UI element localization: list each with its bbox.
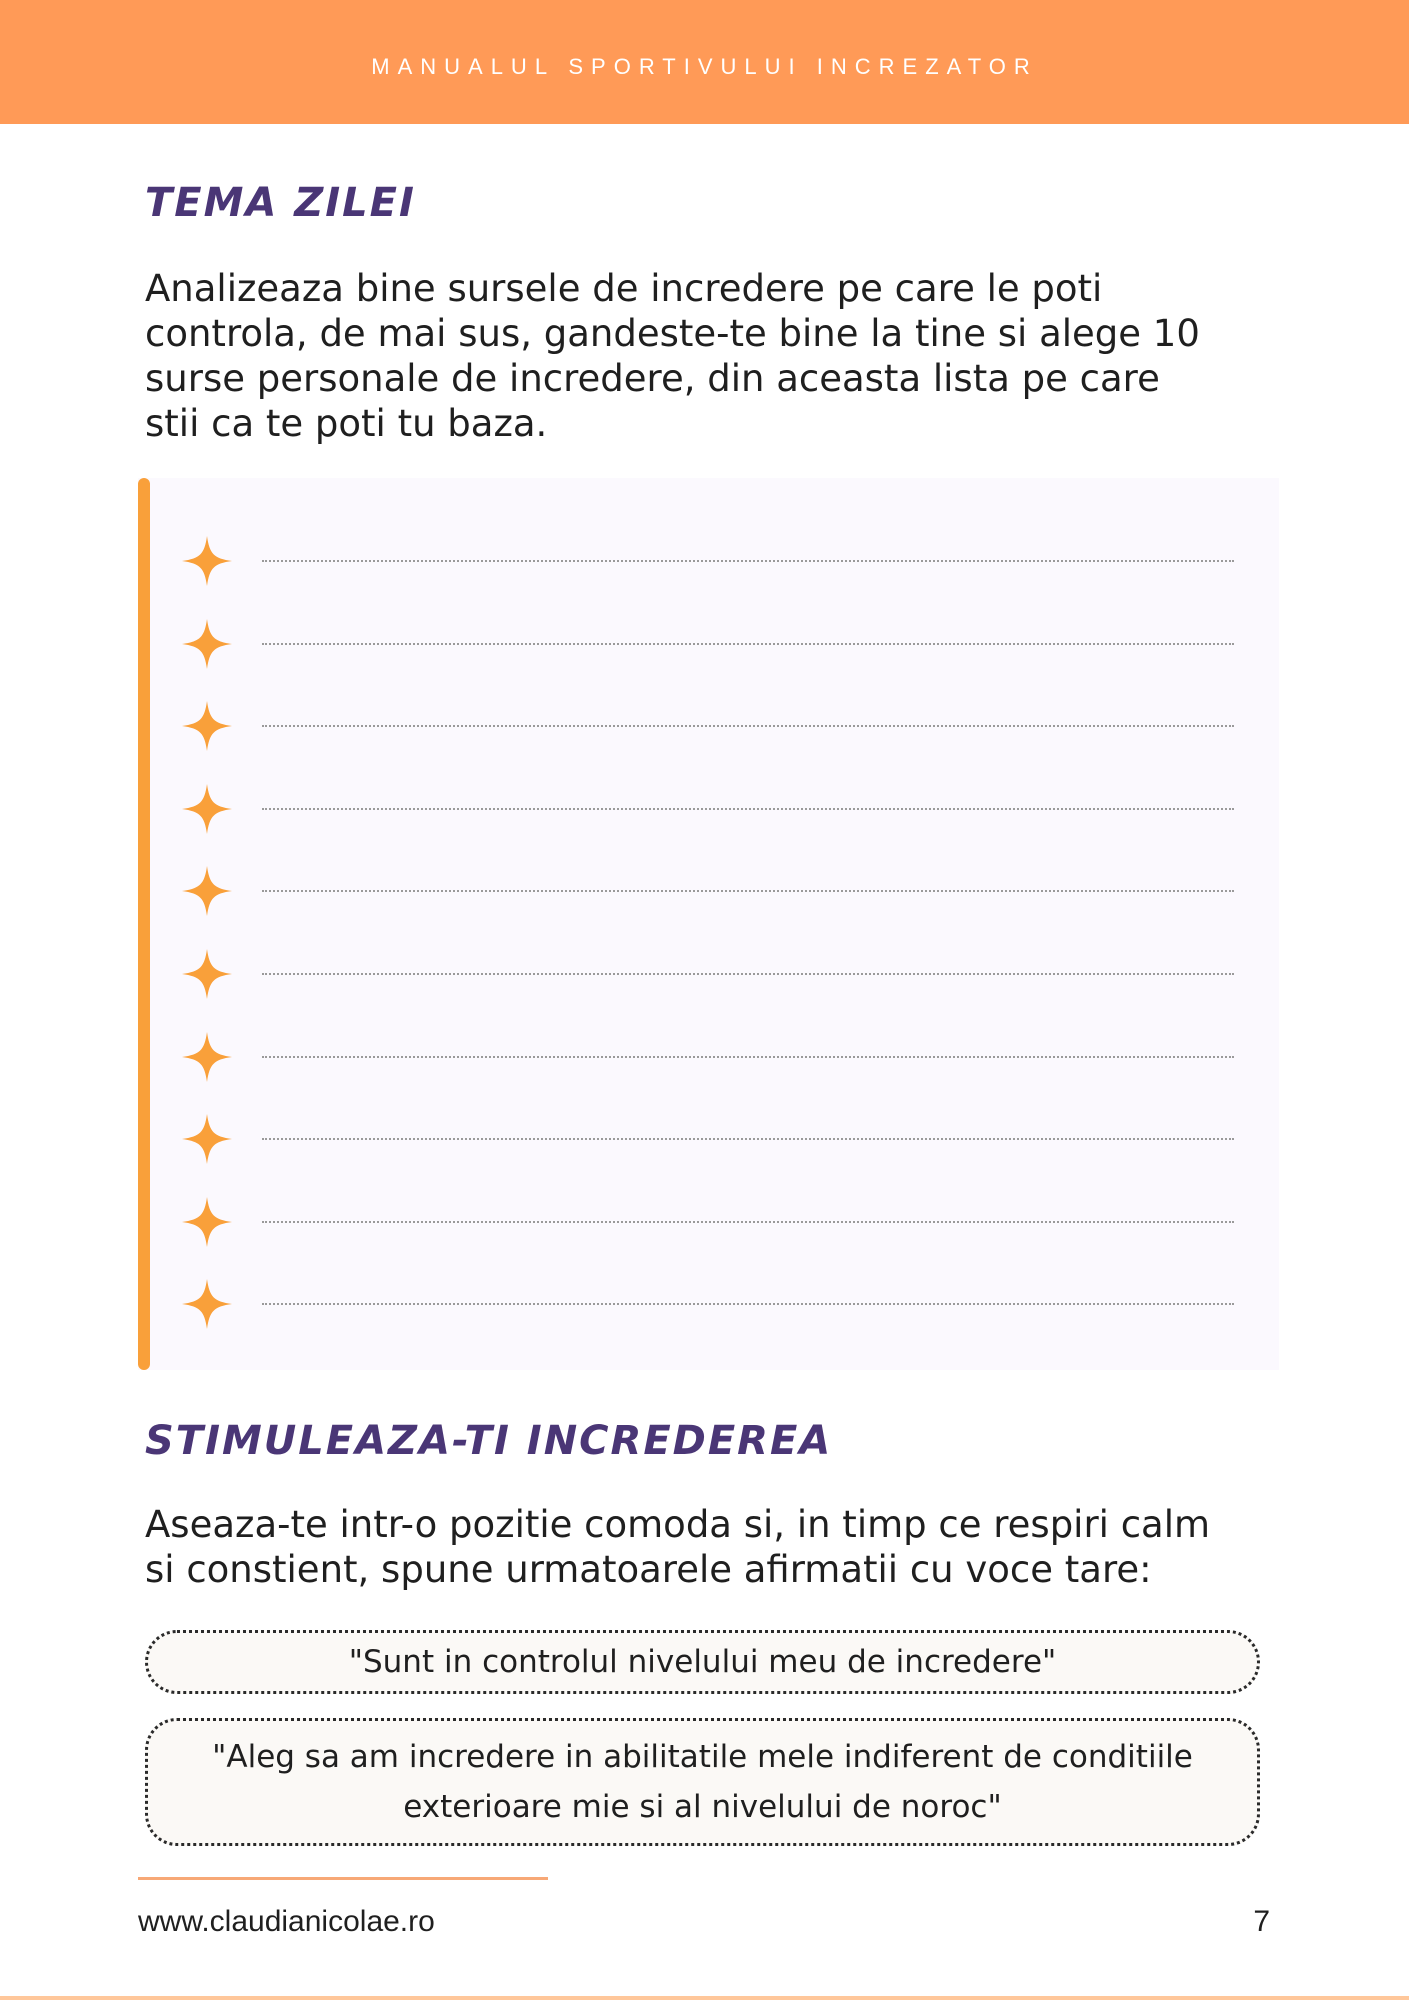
star-icon	[180, 699, 234, 753]
intro-line: stii ca te poti tu baza.	[145, 402, 548, 445]
star-icon	[180, 1030, 234, 1084]
section-heading-stimuleaza: STIMULEAZA-TI INCREDEREA	[145, 1418, 833, 1464]
intro-line: controla, de mai sus, gandeste-te bine la tine si alege 10	[145, 312, 1200, 355]
list-item[interactable]	[180, 1112, 1240, 1166]
instruction-line: si constient, spune urmatoarele afirmatii cu voce tare:	[145, 1548, 1152, 1591]
affirmation-box	[145, 1630, 1260, 1694]
list-item[interactable]	[180, 947, 1240, 1001]
writing-line[interactable]	[262, 973, 1234, 975]
star-icon	[180, 1112, 234, 1166]
intro-line: surse personale de incredere, din aceasta lista pe care	[145, 357, 1160, 400]
star-icon	[180, 1195, 234, 1249]
writing-line[interactable]	[262, 643, 1234, 645]
header-title: MANUALUL SPORTIVULUI INCREZATOR	[371, 54, 1038, 79]
list-item[interactable]	[180, 699, 1240, 753]
page-number: 7	[1253, 1905, 1270, 1938]
list-item[interactable]	[180, 1195, 1240, 1249]
page-header	[0, 0, 1409, 124]
affirmation-line: exterioare mie si al nivelului de noroc"	[403, 1789, 1002, 1825]
star-icon	[180, 617, 234, 671]
list-item[interactable]	[180, 864, 1240, 918]
list-item[interactable]	[180, 1030, 1240, 1084]
list-item[interactable]	[180, 782, 1240, 836]
writing-line[interactable]	[262, 1056, 1234, 1058]
writing-line[interactable]	[262, 1138, 1234, 1140]
section-heading-tema-zilei: TEMA ZILEI	[145, 180, 416, 226]
writing-line[interactable]	[262, 1221, 1234, 1223]
affirmation-line: "Aleg sa am incredere in abilitatile mele indiferent de conditiile	[212, 1739, 1193, 1775]
intro-paragraph	[145, 266, 1255, 446]
writing-line[interactable]	[262, 725, 1234, 727]
intro-line: Analizeaza bine sursele de incredere pe care le poti	[145, 267, 1103, 310]
writing-line[interactable]	[262, 808, 1234, 810]
star-icon	[180, 782, 234, 836]
list-item[interactable]	[180, 534, 1240, 588]
writing-line[interactable]	[262, 890, 1234, 892]
instruction-line: Aseaza-te intr-o pozitie comoda si, in timp ce respiri calm	[145, 1503, 1211, 1546]
footer-website: www.claudianicolae.ro	[138, 1905, 435, 1938]
footer-divider	[138, 1877, 548, 1880]
star-icon	[180, 534, 234, 588]
instruction-paragraph	[145, 1502, 1285, 1592]
writing-line[interactable]	[262, 560, 1234, 562]
affirmation-box	[145, 1718, 1260, 1846]
list-item[interactable]	[180, 617, 1240, 671]
list-accent-bar	[138, 478, 150, 1370]
list-item[interactable]	[180, 1277, 1240, 1331]
affirmation-line: "Sunt in controlul nivelului meu de incredere"	[348, 1644, 1057, 1680]
star-icon	[180, 864, 234, 918]
star-icon	[180, 947, 234, 1001]
writing-line[interactable]	[262, 1303, 1234, 1305]
bottom-strip	[0, 1996, 1409, 2000]
star-icon	[180, 1277, 234, 1331]
